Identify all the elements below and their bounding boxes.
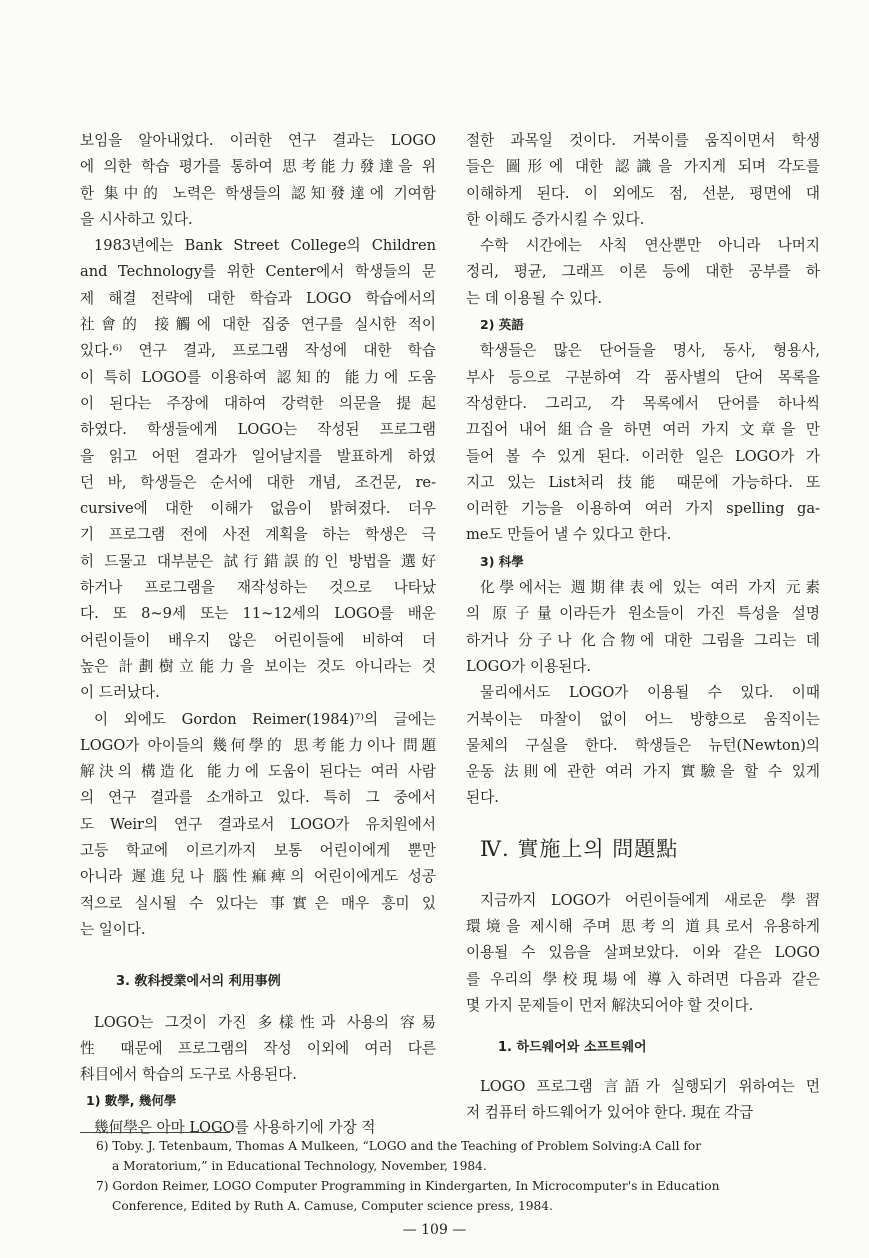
text-line: 이러한 기능을 이용하여 여러 가지 spelling ga- bbox=[466, 500, 820, 518]
right-column bbox=[466, 128, 820, 1126]
left-column bbox=[80, 128, 436, 1141]
page-number: — 109 — bbox=[402, 1222, 467, 1238]
subheading-english: 2) 英語 bbox=[480, 317, 524, 333]
text-line: 수학 시간에는 사칙 연산뿐만 아니라 나머지 bbox=[480, 237, 820, 255]
text-line: 한 이해도 증가시킬 수 있다. bbox=[466, 210, 645, 228]
text-line: 고등 학교에 이르기까지 보통 어린이에게 뿐만 bbox=[80, 842, 436, 860]
text-line: 작성한다. 그리고, 각 목록에서 단어를 하나씩 bbox=[466, 394, 820, 412]
text-line: 있다.⁶⁾ 연구 결과, 프로그램 작성에 대한 학습 bbox=[80, 342, 436, 360]
text-line: 이용될 수 있음을 살펴보았다. 이와 같은 LOGO bbox=[466, 944, 820, 962]
left-para-4 bbox=[80, 1010, 436, 1089]
text-line: 지고 있는 List처리 技能 때문에 가능하다. 또 bbox=[466, 473, 820, 491]
text-line: 하거나 分子나 化合物에 대한 그림을 그리는 데 bbox=[466, 631, 820, 649]
text-line: 들어 볼 수 있게 된다. 이러한 일은 LOGO가 가 bbox=[466, 447, 820, 465]
text-line: 幾何學은 아마 LOGO를 사용하기에 가장 적 bbox=[94, 1118, 376, 1136]
footnotes bbox=[96, 1136, 826, 1216]
right-para-1 bbox=[466, 128, 820, 233]
text-line: 어린이들이 배우지 않은 어린이들에 비하여 더 bbox=[80, 631, 436, 649]
left-para-3 bbox=[80, 707, 436, 944]
text-line: 이 특히 LOGO를 이용하여 認知的 能力에 도움 bbox=[80, 368, 436, 386]
text-line: 던 바, 학생들은 순서에 대한 개념, 조건문, re- bbox=[80, 473, 436, 491]
text-line: 부사 등으로 구분하여 각 품사별의 단어 목록을 bbox=[466, 368, 820, 386]
text-line: 이 된다는 주장에 대하여 강력한 의문을 提起 bbox=[80, 394, 436, 412]
text-line: 운동 法則에 관한 여러 가지 實驗을 할 수 있게 bbox=[466, 763, 820, 781]
right-para-3 bbox=[466, 338, 820, 548]
text-line: 몇 가지 문제들이 먼저 解決되어야 할 것이다. bbox=[466, 996, 754, 1014]
footnote-7: 7) Gordon Reimer, LOGO Computer Programming in Kindergarten, In Microcomputer's in Education bbox=[96, 1179, 720, 1193]
text-line: 도 Weir의 연구 결과로서 LOGO가 유치원에서 bbox=[80, 815, 436, 833]
text-line: 이해하게 된다. 이 외에도 점, 선분, 평면에 대 bbox=[466, 184, 820, 202]
text-line: 이 외에도 Gordon Reimer(1984)⁷⁾의 글에는 bbox=[94, 710, 436, 728]
text-line: 하거나 프로그램을 재작성하는 것으로 나타났 bbox=[80, 579, 436, 597]
spacer bbox=[466, 1062, 820, 1074]
text-line: LOGO는 그것이 가진 多樣性과 사용의 容易 bbox=[94, 1013, 436, 1031]
text-line: 절한 과목일 것이다. 거북이를 움직이면서 학생 bbox=[466, 132, 820, 149]
right-para-4 bbox=[466, 575, 820, 680]
text-line: LOGO 프로그램 言語가 실행되기 위하여는 먼 bbox=[480, 1077, 820, 1095]
chapter-heading-4: Ⅳ. 實施上의 問題點 bbox=[480, 836, 679, 861]
text-line: 정리, 평균, 그래프 이론 등에 대한 공부를 하 bbox=[466, 263, 820, 281]
text-line: 는 일이다. bbox=[80, 920, 146, 938]
text-line: 한 集中的 노력은 학생들의 認知發達에 기여함 bbox=[80, 184, 436, 202]
text-line: 1983년에는 Bank Street College의 Children bbox=[94, 237, 436, 255]
text-line: 물체의 구실을 한다. 학생들은 뉴턴(Newton)의 bbox=[466, 736, 820, 754]
text-line: 된다. bbox=[466, 789, 499, 807]
text-line: 보임을 알아내었다. 이러한 연구 결과는 LOGO bbox=[80, 132, 436, 149]
text-line: LOGO가 이용된다. bbox=[466, 657, 592, 675]
text-line: 물리에서도 LOGO가 이용될 수 있다. 이때 bbox=[480, 684, 820, 702]
text-line: 하였다. 학생들에게 LOGO는 작성된 프로그램 bbox=[80, 421, 436, 439]
right-para-5 bbox=[466, 680, 820, 811]
text-line: 는 데 이용될 수 있다. bbox=[466, 289, 602, 307]
right-para-6 bbox=[466, 888, 820, 1019]
text-line: 이 드러났다. bbox=[80, 684, 160, 702]
text-line: 를 우리의 學校現場에 導入하려면 다음과 같은 bbox=[466, 970, 820, 988]
text-line: 아니라 遲進兒나 腦性痲痺의 어린이에게도 성공 bbox=[80, 868, 436, 886]
text-line: 저 컴퓨터 하드웨어가 있어야 한다. 現在 각급 bbox=[466, 1103, 754, 1121]
text-line: 社會的 接觸에 대한 집중 연구를 실시한 적이 bbox=[80, 316, 436, 334]
text-line: 높은 計劃樹立能力을 보이는 것도 아니라는 것 bbox=[80, 657, 436, 675]
text-line: 제 해결 전략에 대한 학습과 LOGO 학습에서의 bbox=[80, 289, 436, 307]
text-line: 지금까지 LOGO가 어린이들에게 새로운 學習 bbox=[480, 891, 820, 909]
section-heading-3: 3. 敎科授業에서의 利用事例 bbox=[116, 974, 281, 990]
left-para-1 bbox=[80, 128, 436, 233]
text-line: 의 原子量이라든가 원소들이 가진 특성을 설명 bbox=[466, 605, 820, 623]
text-line: 을 시사하고 있다. bbox=[80, 210, 193, 228]
left-para-2 bbox=[80, 233, 436, 706]
text-line: LOGO가 아이들의 幾何學的 思考能力이나 問題 bbox=[80, 736, 436, 754]
text-line: 科目에서 학습의 도구로 사용된다. bbox=[80, 1066, 297, 1084]
text-line: 적으로 실시될 수 있다는 事實은 매우 흥미 있 bbox=[80, 894, 436, 912]
spacer bbox=[80, 996, 436, 1010]
text-line: and Technology를 위한 Center에서 학생들의 문 bbox=[80, 263, 436, 281]
text-line: 의 연구 결과를 소개하고 있다. 특히 그 중에서 bbox=[80, 789, 436, 807]
subheading-science: 3) 科學 bbox=[480, 553, 524, 569]
text-line: 끄집어 내어 組合을 하면 여러 가지 文章을 만 bbox=[466, 421, 820, 439]
text-line: 에 의한 학습 평가를 통하여 思考能力發達을 위 bbox=[80, 158, 436, 176]
text-line: 다. 또 8~9세 또는 11~12세의 LOGO를 배운 bbox=[80, 605, 436, 623]
spacer bbox=[466, 1019, 820, 1035]
spacer bbox=[80, 943, 436, 969]
text-line: 解決의 構造化 能力에 도움이 된다는 여러 사람 bbox=[80, 763, 436, 781]
section-heading-1: 1. 하드웨어와 소프트웨어 bbox=[498, 1040, 647, 1056]
text-line: me도 만들어 낼 수 있다고 한다. bbox=[466, 526, 672, 544]
text-line: 거북이는 마찰이 없이 어느 방향으로 움직이는 bbox=[466, 710, 820, 728]
subheading-math: 1) 數學, 幾何學 bbox=[86, 1093, 177, 1109]
footnote-6: 6) Toby. J. Tetenbaum, Thomas A Mulkeen, “LOGO and the Teaching of Problem Solving:A Call for bbox=[96, 1139, 702, 1153]
text-line: 性 때문에 프로그램의 작성 이외에 여러 다른 bbox=[80, 1039, 436, 1057]
text-line: cursive에 대한 이해가 없음이 밝혀졌다. 더우 bbox=[80, 500, 436, 518]
text-line: 化學에서는 週期律表에 있는 여러 가지 元素 bbox=[480, 579, 820, 597]
right-para-7 bbox=[466, 1074, 820, 1127]
footnote-6-continued: a Moratorium,” in Educational Technology, November, 1984. bbox=[112, 1159, 487, 1173]
text-line: 들은 圖形에 대한 認識을 가지게 되며 각도를 bbox=[466, 158, 820, 176]
footnote-7-continued: Conference, Edited by Ruth A. Camuse, Computer science press, 1984. bbox=[112, 1199, 553, 1213]
text-line: 을 읽고 어떤 결과가 일어날지를 발표하게 하였 bbox=[80, 447, 436, 465]
text-line: 기 프로그램 전에 사전 계획을 하는 학생은 극 bbox=[80, 526, 436, 544]
text-line: 環境을 제시해 주며 思考의 道具로서 유용하게 bbox=[466, 918, 820, 936]
footnote-divider bbox=[80, 1132, 230, 1133]
right-para-2 bbox=[466, 233, 820, 312]
text-line: 히 드물고 대부분은 試行錯誤的인 방법을 選好 bbox=[80, 552, 436, 570]
text-line: 학생들은 많은 단어들을 명사, 동사, 형용사, bbox=[480, 342, 820, 360]
